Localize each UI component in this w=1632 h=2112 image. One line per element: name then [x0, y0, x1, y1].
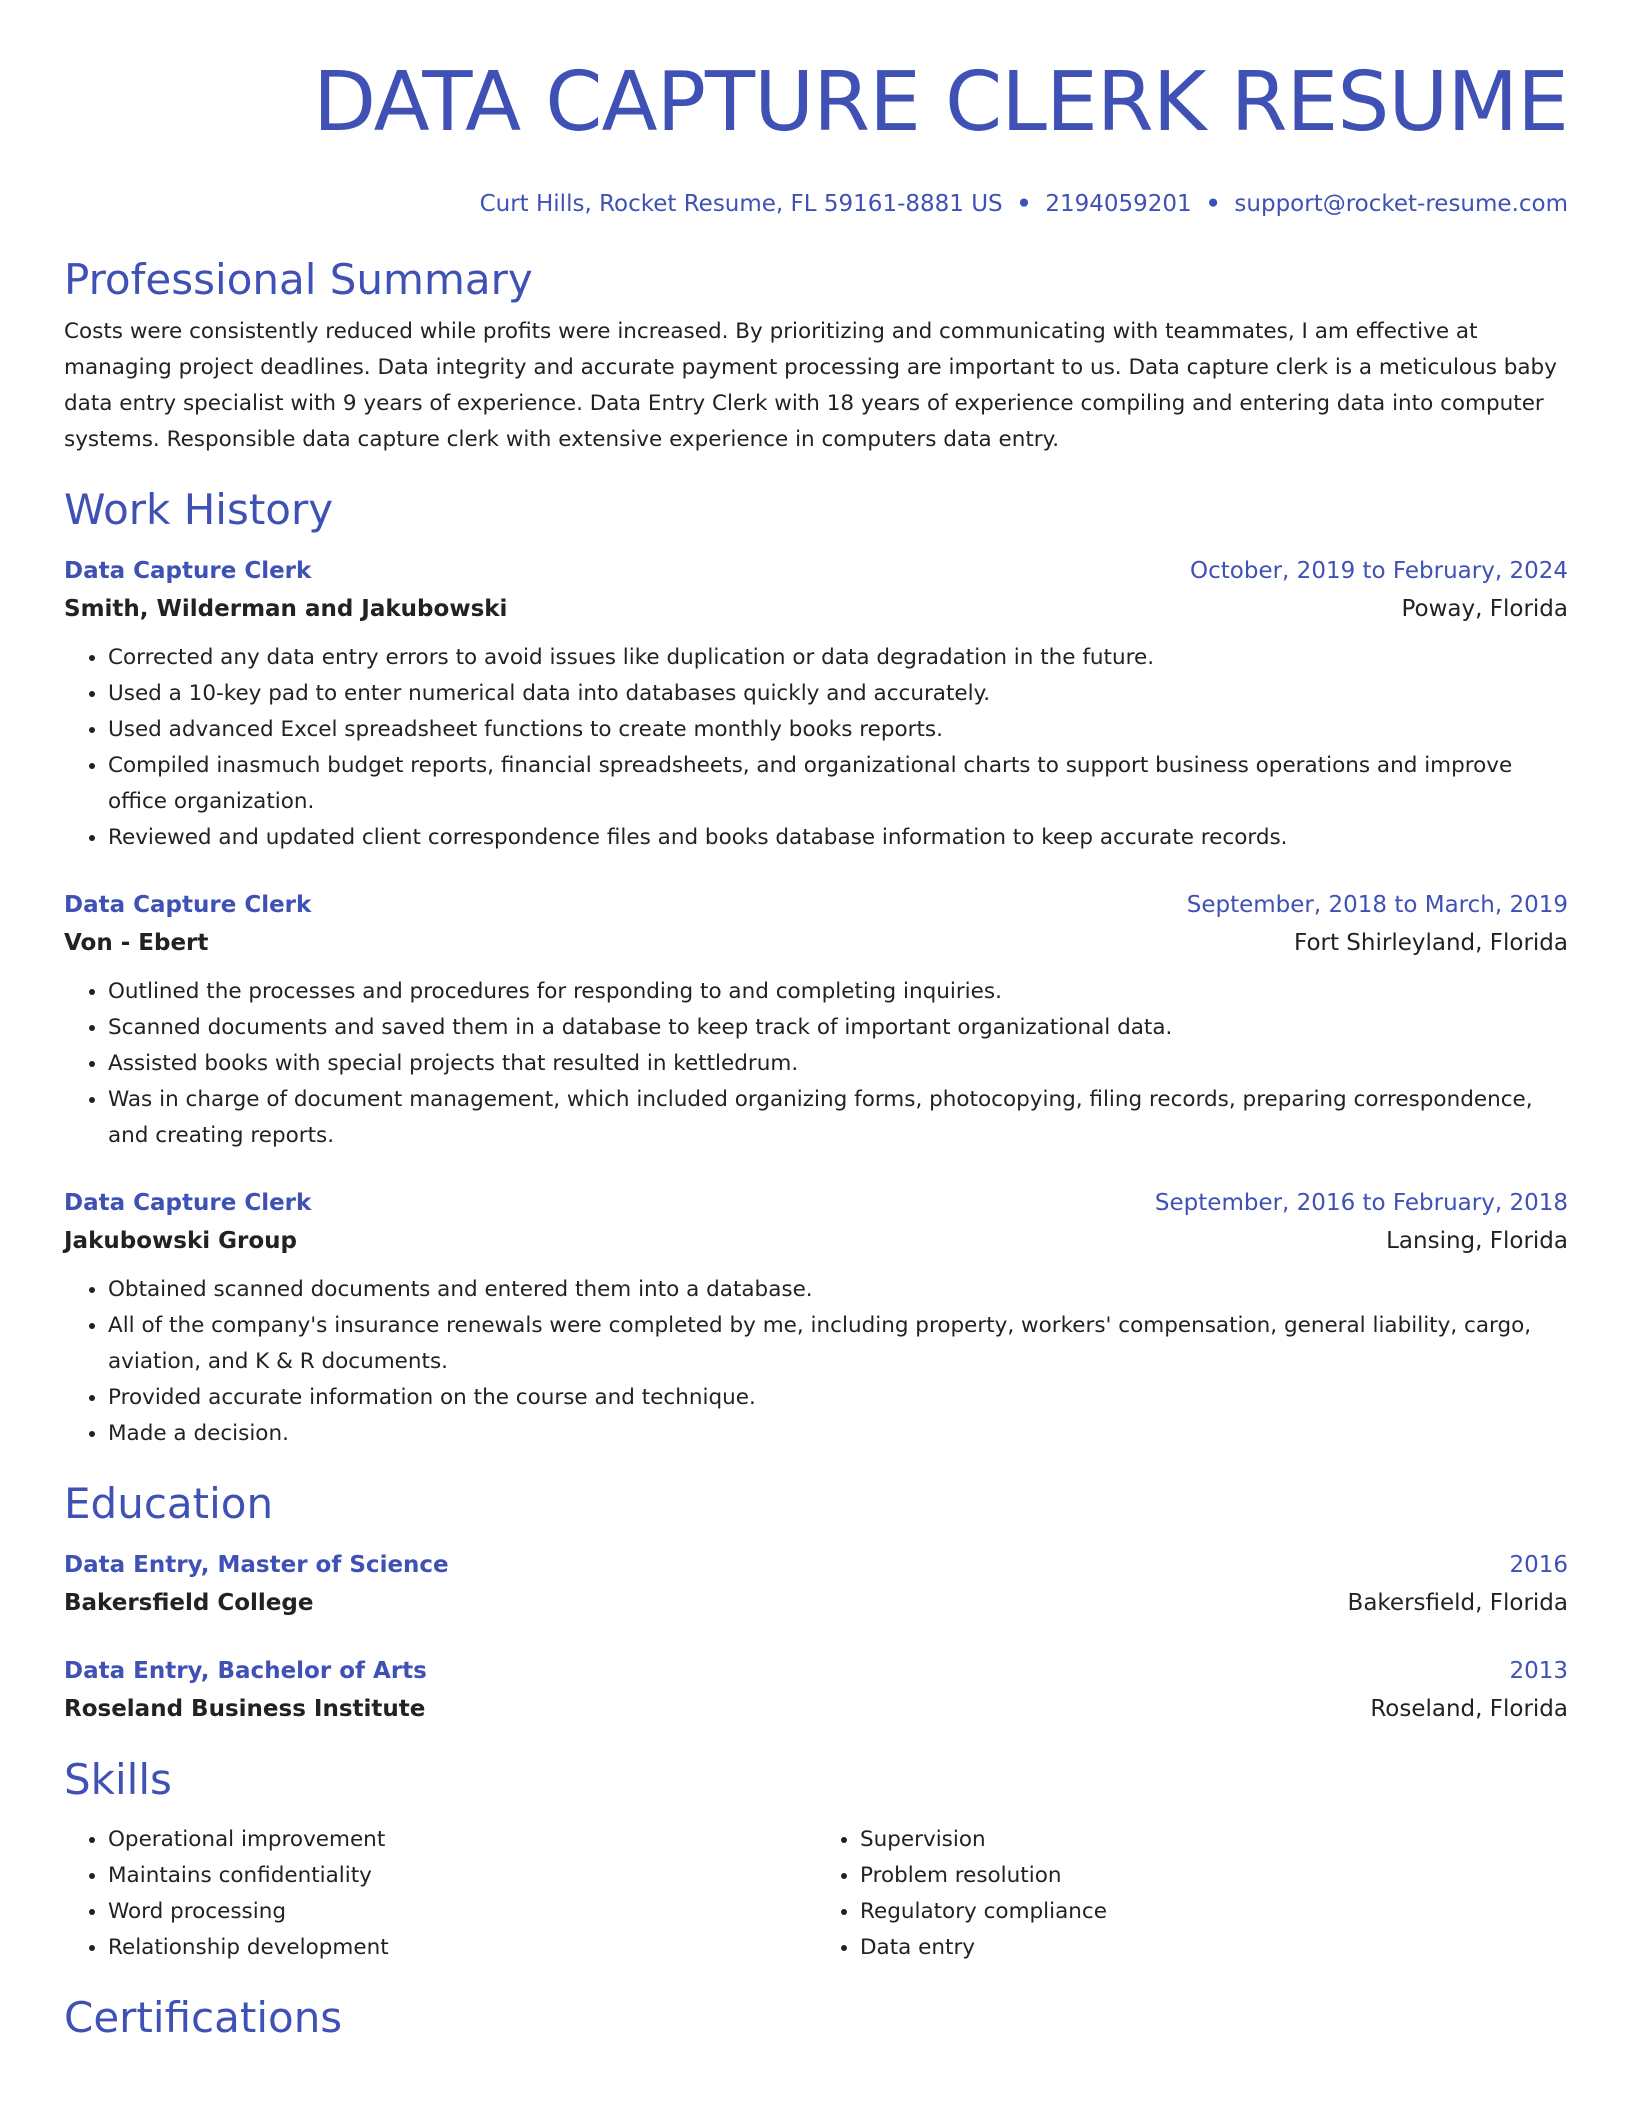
job-entry	[64, 552, 1568, 856]
job-entry	[64, 1184, 1568, 1452]
certifications-section	[64, 1990, 1568, 2046]
graduation-year: 2013	[1509, 1658, 1568, 1684]
job-duty: • Made a decision.	[108, 1416, 1568, 1452]
skill-item: • Supervision	[860, 1822, 1568, 1858]
job-duty: • All of the company's insurance renewals were completed by me, including property, workers' compensation, general liability, cargo, aviation, and K & R documents.	[108, 1308, 1568, 1380]
job-duties	[64, 1272, 1568, 1452]
contact-address: Curt Hills, Rocket Resume, FL 59161-8881 US	[479, 191, 1003, 217]
skills-section	[64, 1752, 1568, 1966]
contact-phone: 2194059201	[1045, 191, 1192, 217]
skill-item: • Operational improvement	[108, 1822, 816, 1858]
skill-item: • Problem resolution	[860, 1858, 1568, 1894]
job-duty: • Used advanced Excel spreadsheet functions to create monthly books reports.	[108, 712, 1568, 748]
job-duty: • Corrected any data entry errors to avoid issues like duplication or data degradation in the future.	[108, 640, 1568, 676]
job-location: Fort Shirleyland, Florida	[1294, 930, 1568, 956]
job-title: Data Capture Clerk	[64, 1190, 312, 1216]
job-title: Data Capture Clerk	[64, 558, 312, 584]
school-name: Roseland Business Institute	[64, 1696, 426, 1722]
job-company: Jakubowski Group	[64, 1228, 297, 1254]
degree-title: Data Entry, Master of Science	[64, 1552, 449, 1578]
skill-item: • Regulatory compliance	[860, 1894, 1568, 1930]
education-entry	[64, 1546, 1568, 1622]
education-section	[64, 1476, 1568, 1728]
skills-columns	[64, 1822, 1568, 1966]
resume-title: DATA CAPTURE CLERK RESUME	[312, 55, 1568, 150]
job-location: Lansing, Florida	[1386, 1228, 1568, 1254]
job-company: Von - Ebert	[64, 930, 209, 956]
school-location: Bakersfield, Florida	[1347, 1590, 1568, 1616]
skill-item: • Word processing	[108, 1894, 816, 1930]
job-title: Data Capture Clerk	[64, 892, 312, 918]
job-location: Poway, Florida	[1401, 596, 1568, 622]
degree-title: Data Entry, Bachelor of Arts	[64, 1658, 427, 1684]
skills-heading: Skills	[64, 1755, 172, 1804]
job-duty: • Assisted books with special projects that resulted in kettledrum.	[108, 1046, 1568, 1082]
job-duty: • Obtained scanned documents and entered them into a database.	[108, 1272, 1568, 1308]
skill-item: • Relationship development	[108, 1930, 816, 1966]
job-duties	[64, 974, 1568, 1154]
school-name: Bakersfield College	[64, 1590, 314, 1616]
education-entry	[64, 1652, 1568, 1728]
job-duty: • Provided accurate information on the course and technique.	[108, 1380, 1568, 1416]
school-location: Roseland, Florida	[1370, 1696, 1568, 1722]
job-duty: • Used a 10-key pad to enter numerical data into databases quickly and accurately.	[108, 676, 1568, 712]
contact-email: support@rocket-resume.com	[1234, 191, 1568, 217]
job-duty: • Reviewed and updated client correspondence files and books database information to keep accurate records.	[108, 820, 1568, 856]
contact-separator: •	[1205, 191, 1221, 217]
graduation-year: 2016	[1509, 1552, 1568, 1578]
skills-list-right	[816, 1822, 1568, 1966]
summary-section	[64, 252, 1568, 458]
job-duty: • Compiled inasmuch budget reports, financial spreadsheets, and organizational charts to support business operations and improve office organization.	[108, 748, 1568, 820]
job-duty: • Scanned documents and saved them in a database to keep track of important organizational data.	[108, 1010, 1568, 1046]
job-dates: September, 2016 to February, 2018	[1154, 1190, 1568, 1216]
job-dates: September, 2018 to March, 2019	[1186, 892, 1568, 918]
contact-line	[64, 186, 1568, 222]
job-duty: • Was in charge of document management, which included organizing forms, photocopying, filing records, preparing correspondence, and creating reports.	[108, 1082, 1568, 1154]
job-dates: October, 2019 to February, 2024	[1190, 558, 1568, 584]
certifications-heading: Certifications	[64, 1993, 343, 2042]
education-heading: Education	[64, 1479, 274, 1528]
job-entry	[64, 886, 1568, 1154]
work-history-heading: Work History	[64, 485, 334, 534]
summary-text: Costs were consistently reduced while profits were increased. By prioritizing and communicating with teammates, I am effective at managing project deadlines. Data integrity and accurate payment processing are important to us. Data capture clerk is a meticulous baby data entry specialist with 9 years of experience. Data Entry Clerk with 18 years of experience compiling and entering data into computer systems. Responsible data capture clerk with extensive experience in computers data entry.	[64, 319, 1557, 452]
summary-heading: Professional Summary	[64, 255, 533, 304]
job-duties	[64, 640, 1568, 856]
skill-item: • Maintains confidentiality	[108, 1858, 816, 1894]
skill-item: • Data entry	[860, 1930, 1568, 1966]
job-company: Smith, Wilderman and Jakubowski	[64, 596, 508, 622]
skills-list-left	[64, 1822, 816, 1966]
job-duty: • Outlined the processes and procedures for responding to and completing inquiries.	[108, 974, 1568, 1010]
work-history-section	[64, 482, 1568, 1452]
contact-separator: •	[1016, 191, 1032, 217]
